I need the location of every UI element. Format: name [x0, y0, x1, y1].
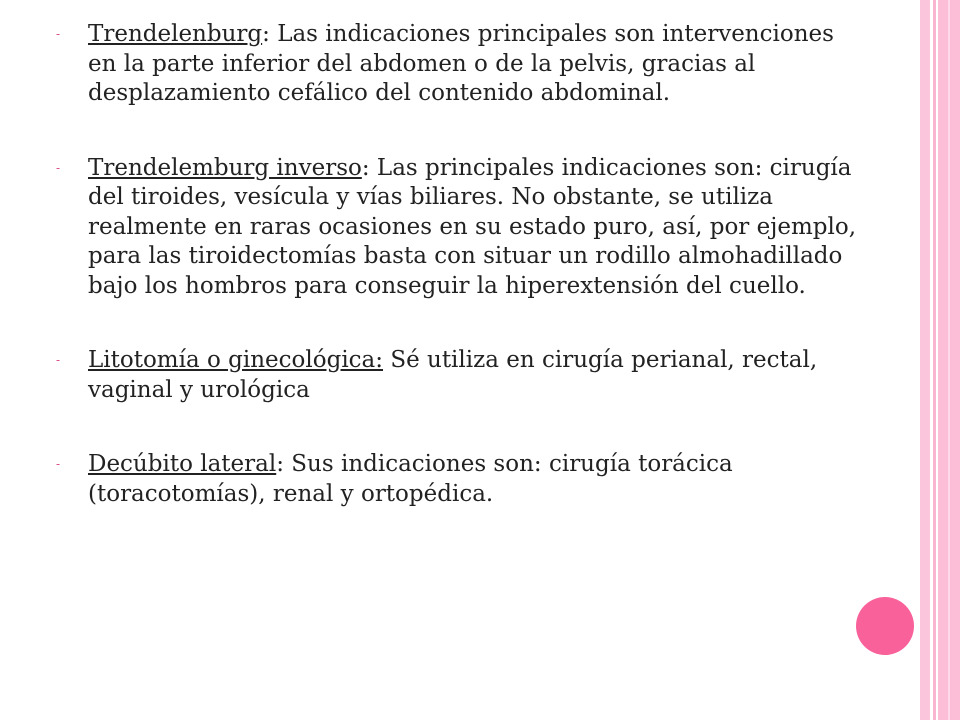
bullet-dash: - [56, 457, 61, 471]
list-item-trendelenburg [56, 20, 856, 109]
item-text: : Sus indicaciones son: cirugía torácica (toracotomías), renal y ortopédica. [88, 451, 733, 507]
bullet-dash: - [56, 160, 61, 175]
bullet-dash: - [56, 353, 61, 367]
item-term: Decúbito lateral [88, 451, 277, 477]
right-border-stripes [920, 0, 960, 720]
item-text: : Las principales indicaciones son: cirugía del tiroides, vesícula y vías biliares. No obstante, se utiliza realmente en raras ocasiones en su estado puro, así, por ejemplo, para las tiroidectomías basta con situar un rodillo almohadillado bajo los hombros para conseguir la hiperextensión del cuello. [88, 154, 857, 299]
bullet-list [56, 20, 856, 509]
item-term: Trendelenburg [88, 21, 263, 47]
item-text: Sé utiliza en cirugía perianal, rectal, vaginal y urológica [88, 347, 818, 403]
list-item-decubito-lateral [56, 450, 856, 509]
stripe [948, 0, 950, 720]
decorative-circle [856, 597, 914, 655]
stripe [920, 0, 930, 720]
item-text: : Las indicaciones principales son intervenciones en la parte inferior del abdomen o de la pelvis, gracias al desplazamiento cefálico del contenido abdominal. [88, 21, 834, 106]
item-term: Litotomía o ginecológica: [88, 347, 384, 373]
list-item-litotomia [56, 346, 856, 405]
list-item-trendelemburg-inverso [56, 154, 856, 302]
bullet-dash: - [56, 27, 61, 41]
item-term: Trendelemburg inverso [88, 154, 362, 181]
